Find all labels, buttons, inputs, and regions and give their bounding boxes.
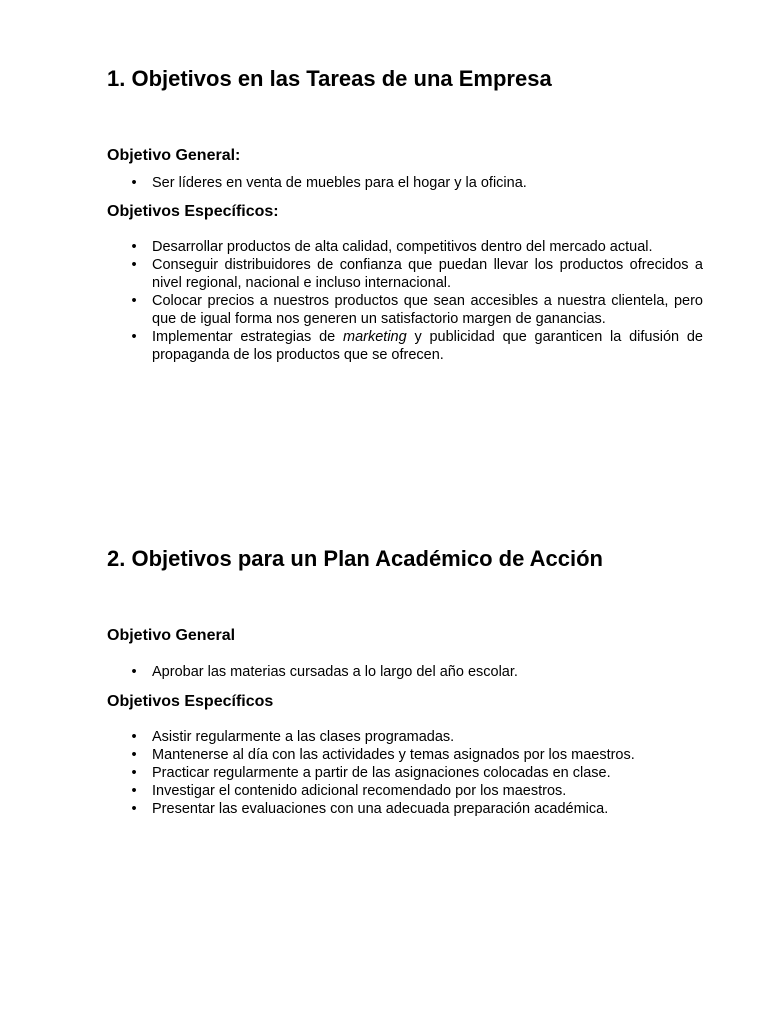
list-item: [107, 746, 703, 764]
section-title: 1. Objetivos en las Tareas de una Empresa: [107, 66, 552, 91]
general-objective-list: [107, 663, 703, 681]
list-item-text: Ser líderes en venta de muebles para el hogar y la oficina.: [152, 175, 527, 191]
bullet-icon: •: [131, 729, 137, 745]
list-item: [107, 174, 703, 192]
bullet-icon: •: [131, 175, 137, 191]
specific-objectives-list: [107, 238, 703, 364]
list-item: [107, 764, 703, 782]
bullet-icon: •: [131, 257, 137, 273]
general-objective-list: [107, 174, 703, 192]
bullet-icon: •: [131, 747, 137, 763]
section-plan-academico: [107, 544, 703, 818]
section-empresa: [107, 64, 703, 364]
general-objective-heading: Objetivo General: [107, 627, 236, 644]
list-item-text: Presentar las evaluaciones con una adecuada preparación académica.: [152, 801, 609, 817]
list-item-text-before: Implementar estrategias de: [152, 329, 343, 345]
list-item: [107, 663, 703, 681]
list-item-text: Mantenerse al día con las actividades y temas asignados por los maestros.: [152, 747, 635, 763]
list-item: [107, 328, 703, 364]
bullet-icon: •: [131, 293, 137, 309]
specific-objectives-list: [107, 728, 703, 818]
bullet-icon: •: [131, 783, 137, 799]
bullet-icon: •: [131, 239, 137, 255]
bullet-icon: •: [131, 664, 137, 680]
list-item: [107, 292, 703, 328]
section-title: 2. Objetivos para un Plan Académico de Acción: [107, 546, 603, 571]
list-item-text-italic: marketing: [343, 329, 407, 345]
general-objective-heading: Objetivo General:: [107, 147, 241, 164]
list-item-text: Asistir regularmente a las clases programadas.: [152, 729, 455, 745]
list-item-text: Investigar el contenido adicional recomendado por los maestros.: [152, 783, 567, 799]
list-item: [107, 800, 703, 818]
list-item-text: Conseguir distribuidores de confianza que puedan llevar los productos ofrecidos a nivel regional, nacional e incluso internacional.: [152, 257, 703, 291]
bullet-icon: •: [131, 801, 137, 817]
list-item-text-after: y publicidad que garanticen la difusión de propaganda de los productos que se ofrecen.: [152, 329, 703, 363]
list-item: [107, 728, 703, 746]
bullet-icon: •: [131, 329, 137, 345]
list-item-text: Aprobar las materias cursadas a lo largo del año escolar.: [152, 664, 518, 680]
list-item: [107, 782, 703, 800]
specific-objectives-heading: Objetivos Específicos: [107, 693, 274, 710]
list-item-text: Practicar regularmente a partir de las asignaciones colocadas en clase.: [152, 765, 611, 781]
list-item: [107, 238, 703, 256]
bullet-icon: •: [131, 765, 137, 781]
list-item-text: Colocar precios a nuestros productos que sean accesibles a nuestra clientela, pero que de igual forma nos generen un satisfactorio margen de ganancias.: [152, 293, 703, 327]
list-item-text: Desarrollar productos de alta calidad, competitivos dentro del mercado actual.: [152, 239, 653, 255]
specific-objectives-heading: Objetivos Específicos:: [107, 203, 279, 220]
list-item: [107, 256, 703, 292]
